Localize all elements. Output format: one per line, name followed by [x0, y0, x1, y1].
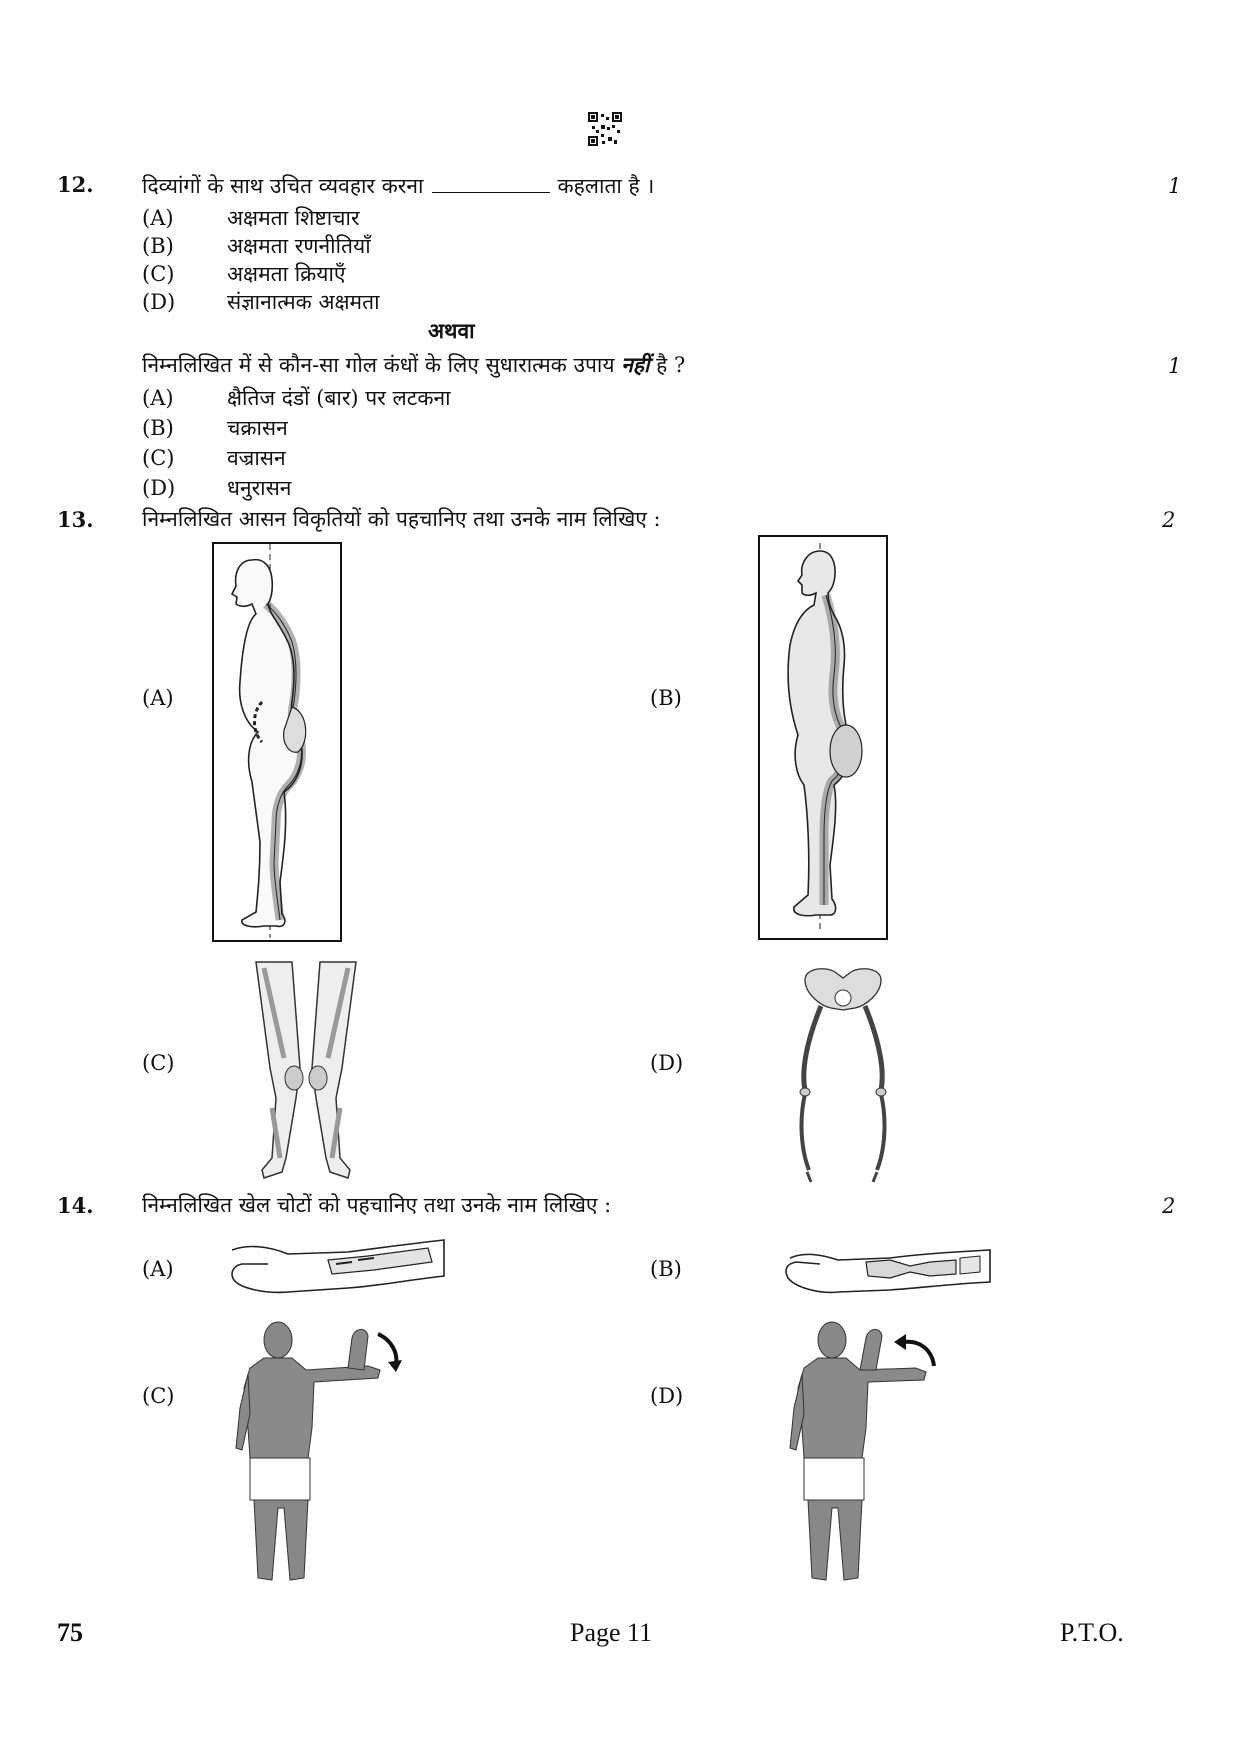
alt-question-text [142, 351, 685, 379]
question-number: 12. [57, 172, 94, 197]
option-label: (B) [142, 234, 174, 258]
alt-question-text-before: निम्नलिखित में से कौन-सा गोल कंधों के लिए सुधारात्मक उपाय [142, 353, 615, 377]
question-text-after: कहलाता है । [557, 174, 655, 198]
figure-label: (A) [142, 686, 174, 710]
figure-label: (C) [142, 1384, 175, 1408]
question-number: 13. [57, 507, 94, 532]
figure-label: (C) [142, 1051, 175, 1075]
option-label: (B) [142, 416, 174, 440]
option-text: अक्षमता क्रियाएँ [227, 262, 346, 286]
injury-figure-d [786, 1318, 956, 1590]
posture-figure-a [212, 542, 342, 942]
option-text: संज्ञानात्मक अक्षमता [227, 290, 380, 314]
option-label: (A) [142, 206, 174, 230]
marks: 2 [1162, 1194, 1176, 1218]
qr-code [588, 112, 622, 146]
question-paper-code: 75 [57, 1618, 83, 1647]
option-label: (C) [142, 262, 175, 286]
option-text: चक्रासन [227, 416, 288, 440]
option-text: धनुरासन [227, 476, 292, 500]
marks: 2 [1162, 508, 1176, 532]
figure-label: (B) [650, 686, 682, 710]
option-text: अक्षमता रणनीतियाँ [227, 234, 371, 258]
posture-figure-c [242, 958, 370, 1188]
injury-figure-c [228, 1318, 418, 1590]
option-label: (A) [142, 386, 174, 410]
option-text: अक्षमता शिष्टाचार [227, 206, 360, 230]
question-text [142, 172, 654, 200]
option-label: (D) [142, 476, 176, 500]
alt-question-text-after: है ? [656, 353, 686, 377]
marks: 1 [1168, 354, 1182, 378]
marks: 1 [1168, 174, 1182, 198]
question-number: 14. [57, 1193, 94, 1218]
posture-figure-d [785, 960, 900, 1185]
question-text: निम्नलिखित खेल चोटों को पहचानिए तथा उनके नाम लिखिए : [142, 1193, 612, 1217]
figure-label: (D) [650, 1051, 684, 1075]
option-label: (C) [142, 446, 175, 470]
option-text: वज्रासन [227, 446, 286, 470]
question-text: निम्नलिखित आसन विकृतियों को पहचानिए तथा उनके नाम लिखिए : [142, 507, 661, 531]
figure-label: (B) [650, 1257, 682, 1281]
figure-label: (D) [650, 1384, 684, 1408]
answer-blank [432, 191, 550, 193]
posture-figure-b [758, 535, 888, 940]
figure-label: (A) [142, 1257, 174, 1281]
or-separator: अथवा [428, 318, 475, 343]
question-text-before: दिव्यांगों के साथ उचित व्यवहार करना [142, 174, 424, 198]
option-text: क्षैतिज दंडों (बार) पर लटकना [227, 386, 451, 410]
page-number: Page 11 [570, 1618, 653, 1647]
alt-question-emphasis: नहीं [621, 352, 650, 377]
injury-figure-a [228, 1230, 446, 1302]
option-label: (D) [142, 290, 176, 314]
injury-figure-b [780, 1232, 992, 1302]
please-turn-over: P.T.O. [1060, 1618, 1124, 1647]
